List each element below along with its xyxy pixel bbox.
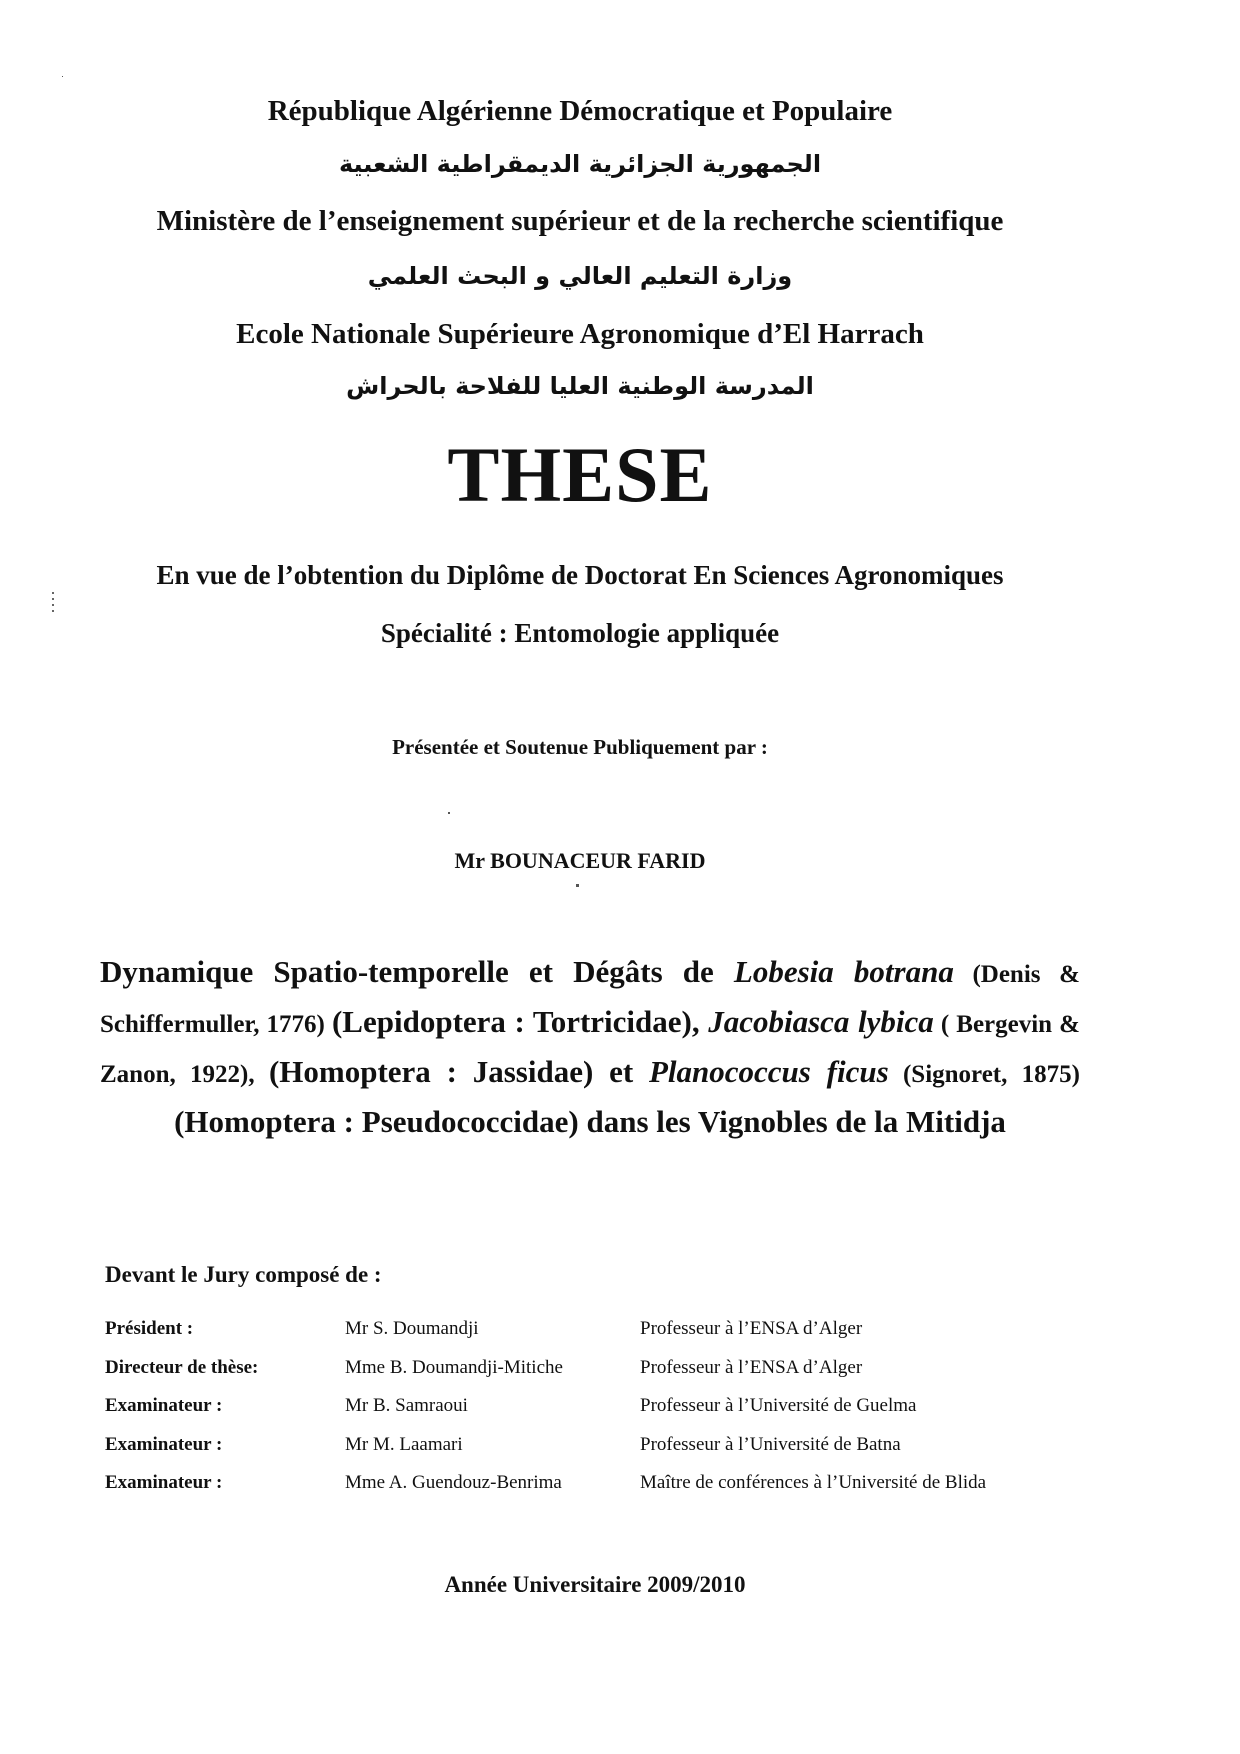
title-authority: (Signoret, 1875) [888,1061,1081,1088]
scan-speck [62,76,63,77]
speciality-line: Spécialité : Entomologie appliquée [380,618,780,648]
jury-member-institution: Professeur à l’ENSA d’Alger [640,1356,863,1378]
republic-name-fr: République Algérienne Démocratique et Populaire [267,95,893,127]
scan-speck [448,812,450,814]
ministry-name-ar: وزارة التعليم العالي و البحث العلمي [367,262,793,290]
title-authority: ( Bergevin & Zanon, 1922), [100,1011,1080,1088]
jury-role: Examinateur : [105,1472,223,1493]
jury-member-institution: Professeur à l’Université de Batna [640,1433,901,1455]
title-part: (Homoptera : Pseudococcidae) dans les Vignobles de la Mitidja [174,1104,1006,1139]
jury-heading: Devant le Jury composé de : [105,1262,382,1287]
scan-speck [576,884,579,887]
scan-margin-marks [52,592,54,612]
jury-role: Examinateur : [105,1433,223,1455]
jury-member-institution: Professeur à l’Université de Guelma [640,1395,917,1416]
jury-role: Président : [105,1318,194,1339]
jury-member-name: Mr S. Doumandji [345,1318,479,1339]
jury-row [105,1472,1065,1511]
species-name-planococcus: Planococcus ficus [648,1054,889,1089]
jury-role: Examinateur : [105,1395,223,1416]
jury-row [105,1434,1065,1473]
jury-member-name: Mr M. Laamari [345,1433,463,1455]
jury-member-name: Mr B. Samraoui [345,1395,468,1416]
jury-member-institution: Professeur à l’ENSA d’Alger [640,1318,863,1339]
jury-member-name: Mme B. Doumandji-Mitiche [345,1356,563,1378]
diploma-line: En vue de l’obtention du Diplôme de Doctorat En Sciences Agronomiques [156,560,1004,590]
jury-row [105,1318,1065,1357]
thesis-title [100,948,1080,1145]
presented-by-line: Présentée et Soutenue Publiquement par : [392,735,768,759]
title-part: Dynamique Spatio-temporelle et Dégâts de [100,954,734,989]
document-type-title: THESE [447,431,713,518]
republic-name-ar: الجمهورية الجزائرية الديمقراطية الشعبية [338,150,822,178]
academic-year: Année Universitaire 2009/2010 [444,1572,746,1597]
school-name-ar: المدرسة الوطنية العليا للفلاحة بالحراش [346,372,814,400]
jury-row [105,1395,1065,1434]
author-name: Mr BOUNACEUR FARID [454,848,706,873]
school-name-fr: Ecole Nationale Supérieure Agronomique d’El Harrach [236,318,924,350]
jury-row [105,1357,1065,1396]
species-name-lobesia: Lobesia botrana [733,954,954,989]
species-name-jacobiasca: Jacobiasca lybica [708,1004,934,1039]
ministry-name-fr: Ministère de l’enseignement supérieur et de la recherche scientifique [156,205,1004,237]
title-part: (Homoptera : Jassidae) et [268,1054,649,1089]
jury-member-name: Mme A. Guendouz-Benrima [345,1472,562,1493]
jury-member-institution: Maître de conférences à l’Université de Blida [640,1472,987,1493]
title-authority: (Denis & Schiffermuller, 1776) [100,961,1080,1038]
jury-table [105,1318,1065,1511]
title-part: (Lepidoptera : Tortricidae), [331,1004,709,1039]
jury-role: Directeur de thèse: [105,1356,259,1378]
